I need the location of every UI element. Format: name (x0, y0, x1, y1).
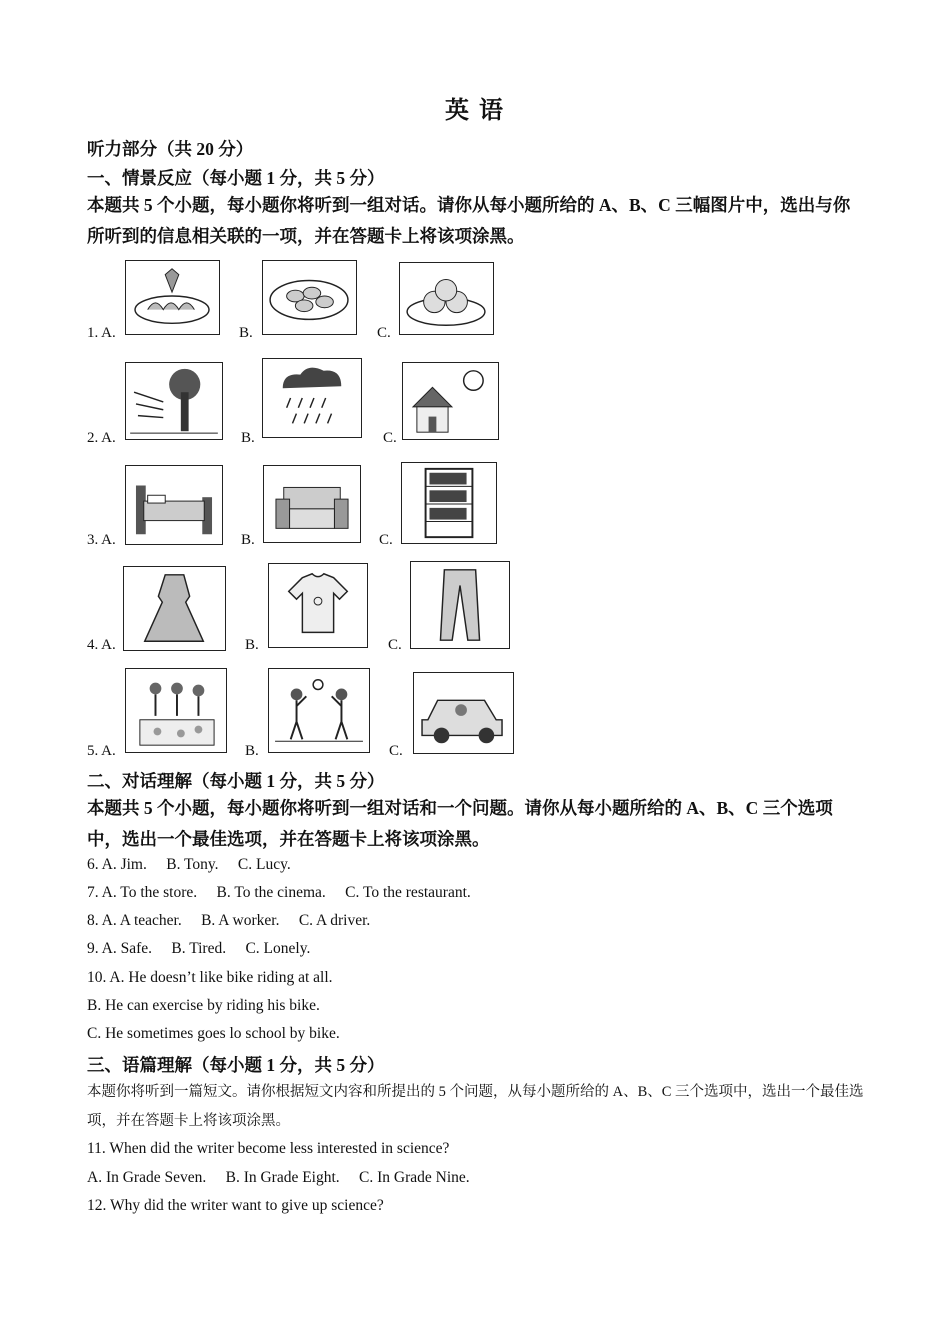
dumplings-plate-icon[interactable] (125, 260, 220, 335)
buns-plate-icon[interactable] (399, 262, 494, 335)
q3-c-label: C. (379, 532, 393, 548)
q10-option-c: C. He sometimes goes lo school by bike. (87, 1025, 340, 1042)
q4-b-label: B. (245, 637, 259, 653)
q4-c-label: C. (388, 637, 402, 653)
q3-label: 3. A. (87, 532, 116, 548)
q10-option-a: 10. A. He doesn’t like bike riding at all. (87, 969, 333, 986)
section2-heading: 二、对话理解（每小题 1 分，共 5 分） (87, 771, 385, 791)
trousers-icon[interactable] (410, 561, 510, 649)
bed-icon[interactable] (125, 465, 223, 545)
section3-heading: 三、语篇理解（每小题 1 分，共 5 分） (87, 1055, 385, 1075)
section3-instruction: 本题你将听到一篇短文。请你根据短文内容和所提出的 5 个问题，从每小题所给的 A、B、C 三个选项中，选出一个最佳选项，并在答题卡上将该项涂黑。 (87, 1084, 864, 1129)
section1-heading: 一、情景反应（每小题 1 分，共 5 分） (87, 168, 385, 188)
q2-label: 2. A. (87, 430, 116, 446)
q8-options: 8. A. A teacher. B. A worker. C. A driver. (87, 912, 371, 929)
q12-question: 12. Why did the writer want to give up science? (87, 1197, 384, 1214)
bookshelf-icon[interactable] (401, 462, 497, 544)
q1-b-label: B. (239, 325, 253, 341)
q7-options: 7. A. To the store. B. To the cinema. C. To the restaurant. (87, 884, 471, 901)
driving-car-icon[interactable] (413, 672, 514, 754)
playing-ball-icon[interactable] (268, 668, 370, 753)
dress-icon[interactable] (123, 566, 226, 651)
section2-instruction: 本题共 5 个小题，每小题你将听到一组对话和一个问题。请你从每小题所给的 A、B、C 三个选项中，选出一个最佳选项，并在答题卡上将该项涂黑。 (87, 798, 833, 849)
q3-b-label: B. (241, 532, 255, 548)
sofa-icon[interactable] (263, 465, 361, 543)
q4-label: 4. A. (87, 637, 116, 653)
q5-label: 5. A. (87, 743, 116, 759)
jiaozi-plate-icon[interactable] (262, 260, 357, 335)
sunny-house-icon[interactable] (402, 362, 499, 440)
q6-options: 6. A. Jim. B. Tony. C. Lucy. (87, 856, 291, 873)
section1-instruction: 本题共 5 个小题，每小题你将听到一组对话。请你从每小题所给的 A、B、C 三幅图片中，选出与你所听到的信息相关联的一项，并在答题卡上将该项涂黑。 (87, 195, 851, 246)
q1-label: 1. A. (87, 325, 116, 341)
windy-tree-icon[interactable] (125, 362, 223, 440)
q10-option-b: B. He can exercise by riding his bike. (87, 997, 320, 1014)
picnic-icon[interactable] (125, 668, 227, 753)
q5-c-label: C. (389, 743, 403, 759)
page-title: 英 语 (445, 98, 505, 124)
q1-c-label: C. (377, 325, 391, 341)
q9-options: 9. A. Safe. B. Tired. C. Lonely. (87, 940, 311, 957)
q11-question: 11. When did the writer become less interested in science? (87, 1140, 450, 1157)
q2-c-label: C. (383, 430, 397, 446)
listening-header: 听力部分（共 20 分） (87, 139, 254, 159)
rain-cloud-icon[interactable] (262, 358, 362, 438)
t-shirt-icon[interactable] (268, 563, 368, 648)
q5-b-label: B. (245, 743, 259, 759)
q11-options: A. In Grade Seven. B. In Grade Eight. C. In Grade Nine. (87, 1169, 470, 1186)
q2-b-label: B. (241, 430, 255, 446)
